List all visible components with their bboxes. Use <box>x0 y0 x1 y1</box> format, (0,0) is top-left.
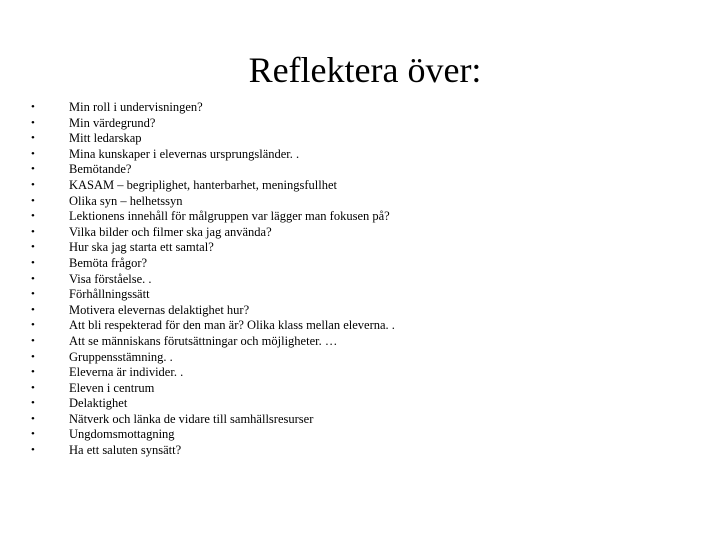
bullet-text: Gruppensstämning. . <box>69 349 173 364</box>
bullet-text: Hur ska jag starta ett samtal? <box>69 240 214 255</box>
bullet-text: Mitt ledarskap <box>69 131 142 146</box>
bullet-item <box>0 194 720 210</box>
bullet-item <box>0 396 720 412</box>
bullet-text: Bemöta frågor? <box>69 255 148 270</box>
bullet-text: Min värdegrund? <box>69 115 156 130</box>
bullet-dot-icon: • <box>31 428 35 441</box>
bullet-dot-icon: • <box>31 194 35 207</box>
slide-title: Reflektera över: <box>248 50 482 90</box>
bullet-dot-icon: • <box>31 366 35 379</box>
bullet-item <box>0 272 720 288</box>
bullet-dot-icon: • <box>31 350 35 363</box>
bullet-item <box>0 427 720 443</box>
bullet-item <box>0 147 720 163</box>
bullet-dot-icon: • <box>31 256 35 269</box>
bullet-text: Lektionens innehåll för målgruppen var lägger man fokusen på? <box>69 209 390 224</box>
bullet-item <box>0 178 720 194</box>
bullet-dot-icon: • <box>31 381 35 394</box>
bullet-item <box>0 318 720 334</box>
bullet-item <box>0 303 720 319</box>
bullet-text: Ha ett saluten synsätt? <box>69 443 182 458</box>
bullet-item <box>0 162 720 178</box>
bullet-dot-icon: • <box>31 319 35 332</box>
bullet-text: Nätverk och länka de vidare till samhällsresurser <box>69 411 314 426</box>
bullet-item <box>0 240 720 256</box>
bullet-list <box>0 100 720 459</box>
bullet-dot-icon: • <box>31 397 35 410</box>
bullet-dot-icon: • <box>31 210 35 223</box>
bullet-text: Visa förståelse. . <box>69 271 152 286</box>
bullet-item <box>0 256 720 272</box>
bullet-item <box>0 287 720 303</box>
bullet-dot-icon: • <box>31 334 35 347</box>
bullet-item <box>0 225 720 241</box>
bullet-dot-icon: • <box>31 132 35 145</box>
bullet-dot-icon: • <box>31 101 35 113</box>
bullet-dot-icon: • <box>31 288 35 301</box>
bullet-dot-icon: • <box>31 163 35 176</box>
bullet-text: KASAM – begriplighet, hanterbarhet, meningsfullhet <box>69 177 337 192</box>
bullet-text: Eleverna är individer. . <box>69 365 184 380</box>
bullet-text: Delaktighet <box>69 396 128 411</box>
bullet-item <box>0 443 720 459</box>
bullet-dot-icon: • <box>31 147 35 160</box>
bullet-item <box>0 350 720 366</box>
bullet-item <box>0 100 720 116</box>
bullet-dot-icon: • <box>31 116 35 129</box>
bullet-text: Motivera elevernas delaktighet hur? <box>69 302 250 317</box>
bullet-item <box>0 365 720 381</box>
bullet-text: Eleven i centrum <box>69 380 155 395</box>
bullet-dot-icon: • <box>31 241 35 254</box>
bullet-item <box>0 116 720 132</box>
bullet-text: Min roll i undervisningen? <box>69 100 203 114</box>
bullet-text: Vilka bilder och filmer ska jag använda? <box>69 224 272 239</box>
bullet-text: Att se människans förutsättningar och möjligheter. … <box>69 333 338 348</box>
bullet-dot-icon: • <box>31 412 35 425</box>
bullet-dot-icon: • <box>31 303 35 316</box>
bullet-dot-icon: • <box>31 225 35 238</box>
bullet-text: Ungdomsmottagning <box>69 427 175 442</box>
bullet-dot-icon: • <box>31 272 35 285</box>
bullet-text: Förhållningssätt <box>69 287 150 302</box>
bullet-dot-icon: • <box>31 444 35 457</box>
bullet-item <box>0 381 720 397</box>
bullet-text: Olika syn – helhetssyn <box>69 193 183 208</box>
bullet-text: Bemötande? <box>69 162 132 177</box>
bullet-item <box>0 412 720 428</box>
bullet-item <box>0 131 720 147</box>
bullet-item <box>0 334 720 350</box>
bullet-item <box>0 209 720 225</box>
bullet-dot-icon: • <box>31 178 35 191</box>
bullet-text: Att bli respekterad för den man är? Olika klass mellan eleverna. . <box>69 318 395 333</box>
bullet-text: Mina kunskaper i elevernas ursprungsländer. . <box>69 146 300 161</box>
